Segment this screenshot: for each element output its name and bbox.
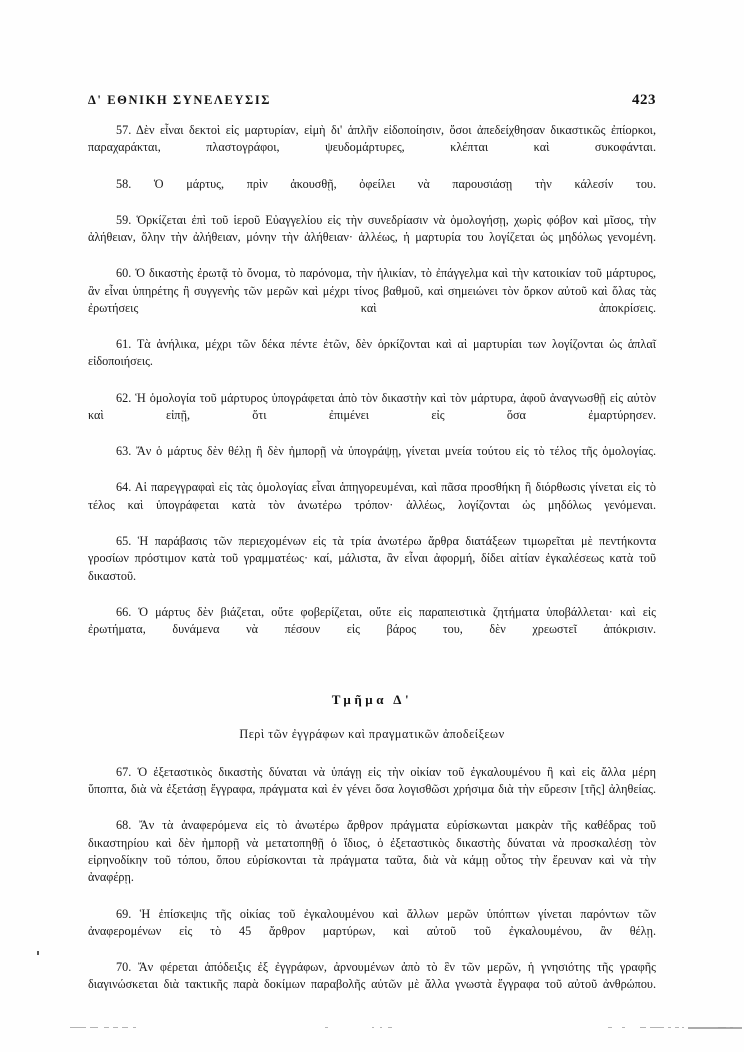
article-paragraph: 64. Αἱ παρεγγραφαὶ εἰς τὰς ὁμολογίας εἶναι ἀπηγορευμέναι, καὶ πᾶσα προσθήκη ἢ διόρθωσις γίνεται εἰς τὸ τέλος καὶ ὑπογράφεται κατὰ τὸν ἀνωτέρω τρόπον· ἀλλέως, λογίζονται ὡς μηδόλως γενόμεναι. (88, 480, 656, 512)
article-paragraph: 59. Ὁρκίζεται ἐπὶ τοῦ ἱεροῦ Εὐαγγελίου εἰς τὴν συνεδρίασιν νὰ ὁμολογήσῃ, χωρὶς φόβον καὶ μῖσος, τὴν ἀλήθειαν, ὅλην τὴν ἀλήθειαν, μόνην τὴν ἀλήθειαν· ἀλλέως, ἡ μαρτυρία του λογίζεται ὡς μηδόλως γενομένη. (88, 212, 656, 245)
article-paragraph: 58. Ὁ μάρτυς, πρὶν ἀκουσθῇ, ὀφείλει νὰ παρουσιάσῃ τὴν κάλεσίν του. (116, 176, 656, 191)
article-paragraph: 65. Ἡ παράβασις τῶν περιεχομένων εἰς τὰ τρία ἀνωτέρω ἄρθρα διατάξεων τιμωρεῖται μὲ πεντήκοντα γροσίων πρόστιμον κατὰ τοῦ γραμματέως· καί, μάλιστα, ἂν εἶναι ἀφορμή, δίδει αἰτίαν ἐγκαλέσεως κατὰ τοῦ δικαστοῦ. (88, 533, 656, 583)
article-paragraph: 69. Ἡ ἐπίσκεψις τῆς οἰκίας τοῦ ἐγκαλουμένου καὶ ἄλλων μερῶν ὑπόπτων γίνεται παρόντων τῶν ἀναφερομένων εἰς τὸ 45 ἄρθρον μαρτύρων, καὶ αὐτοῦ τοῦ ἐγκαλουμένου, ἂν θέλῃ. (88, 906, 656, 938)
running-head (88, 92, 656, 114)
page-number: 423 (632, 92, 656, 108)
article-paragraph: 62. Ἡ ὁμολογία τοῦ μάρτυρος ὑπογράφεται ἀπὸ τὸν δικαστὴν καὶ τὸν μάρτυρα, ἀφοῦ ἀναγνωσθῇ εἰς αὐτὸν καὶ εἰπῇ, ὅτι ἐπιμένει εἰς ὅσα ἐμαρτύρησεν. (88, 390, 656, 422)
article-paragraph: 61. Τὰ ἀνήλικα, μέχρι τῶν δέκα πέντε ἐτῶν, δὲν ὁρκίζονται καὶ αἱ μαρτυρίαι των λογίζονται ὡς ἁπλαῖ εἰδοποιήσεις. (88, 337, 656, 369)
article-paragraph: 70. Ἄν φέρεται ἀπόδειξις ἐξ ἐγγράφων, ἀρνουμένων ἀπὸ τὸ ἓν τῶν μερῶν, ἡ γνησιότης τῆς γραφῆς διαγινώσκεται διὰ τακτικῆς παρὰ δοκίμων παραβολῆς αὐτῶν μὲ ἄλλα γνωστὰ ἔγγραφα τοῦ αὐτοῦ ἀνθρώπου. (88, 960, 656, 992)
article-paragraph: 67. Ὁ ἐξεταστικὸς δικαστὴς δύναται νὰ ὑπάγῃ εἰς τὴν οἰκίαν τοῦ ἐγκαλουμένου ἢ καὶ εἰς ἄλλα μέρη ὕποπτα, διὰ νὰ ἐξετάσῃ ἔγγραφα, πράγματα καὶ ἐν γένει ὅσα λογισθῶσι χρήσιμα διὰ τὴν εὕρεσιν [τῆς] ἀληθείας. (88, 764, 656, 797)
body-text-block (88, 122, 656, 1011)
scan-edge-marks (0, 1027, 744, 1031)
scan-speck (37, 951, 39, 955)
section-subheading: Περὶ τῶν ἐγγράφων καὶ πραγματικῶν ἀποδείξεων (239, 726, 505, 741)
section-heading: Τμῆμα Δ' (331, 691, 413, 707)
article-paragraph: 68. Ἄν τὰ ἀναφερόμενα εἰς τὸ ἀνωτέρω ἄρθρον πράγματα εὑρίσκωνται μακρὰν τῆς καθέδρας τοῦ δικαστηρίου καὶ δὲν ἠμπορῇ νὰ μετατοπηθῇ ὁ ἴδιος, ὁ ἐξεταστικὸς δικαστὴς δύναται νὰ προσκαλέσῃ τὸν εἰρηνοδίκην τοῦ τόπου, ὅπου εὑρίσκονται τὰ πράγματα ταῦτα, διὰ νὰ κάμῃ οὗτος τὴν ἔρευναν καὶ νὰ τὴν ἀναφέρῃ. (88, 818, 656, 885)
article-paragraph: 63. Ἄν ὁ μάρτυς δὲν θέλῃ ἢ δὲν ἠμπορῇ νὰ ὑπογράψῃ, γίνεται μνεία τούτου εἰς τὸ τέλος τῆς ὁμολογίας. (116, 444, 656, 459)
article-paragraph: 60. Ὁ δικαστὴς ἐρωτᾷ τὸ ὄνομα, τὸ παρόνομα, τὴν ἡλικίαν, τὸ ἐπάγγελμα καὶ τὴν κατοικίαν τοῦ μάρτυρος, ἂν εἶναι ὑπηρέτης ἢ συγγενὴς τῶν μερῶν καὶ μέχρι τίνος βαθμοῦ, καὶ σημειώνει τὸν ὅρκον αὐτοῦ καὶ ὅλας τὰς ἐρωτήσεις καὶ ἀποκρίσεις. (88, 266, 656, 315)
article-paragraph: 66. Ὁ μάρτυς δὲν βιάζεται, οὔτε φοβερίζεται, οὔτε εἰς παραπειστικὰ ζητήματα ὑποβάλλεται· καὶ εἰς ἐρωτήματα, δυνάμενα νὰ πέσουν εἰς βάρος του, δὲν χρεωστεῖ ἀπόκρισιν. (88, 604, 656, 637)
article-paragraph: 57. Δὲν εἶναι δεκτοὶ εἰς μαρτυρίαν, εἰμὴ δι' ἁπλῆν εἰδοποίησιν, ὅσοι ἀπεδείχθησαν δικαστικῶς ἐπίορκοι, παραχαράκται, πλαστογράφοι, ψευδομάρτυρες, κλέπται καὶ συκοφάνται. (88, 123, 656, 155)
running-head-title: Δ' ΕΘΝΙΚΗ ΣΥΝΕΛΕΥΣΙΣ (88, 93, 272, 107)
